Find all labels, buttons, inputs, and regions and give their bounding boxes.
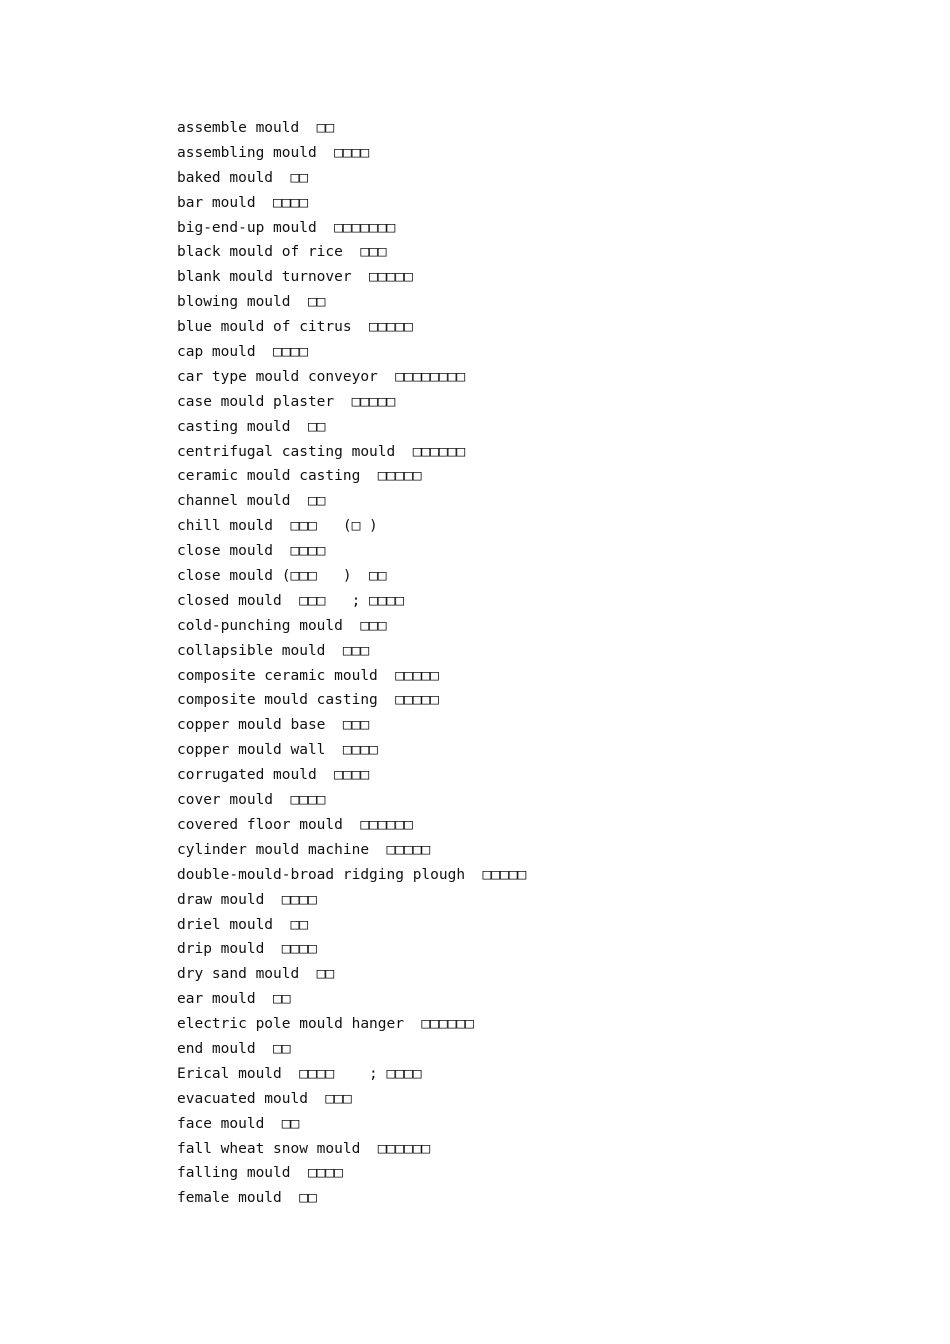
glossary-entry: draw mould □□□□ [177, 891, 317, 908]
glossary-entry: close mould (□□□ ) □□ [177, 568, 387, 585]
glossary-entry: closed mould □□□ ; □□□□ [177, 592, 404, 609]
glossary-entry: covered floor mould □□□□□□ [177, 816, 413, 833]
glossary-entry: cover mould □□□□ [177, 792, 326, 809]
glossary-entry: chill mould □□□ (□ ) [177, 518, 378, 535]
glossary-entry: corrugated mould □□□□ [177, 767, 370, 784]
glossary-entry: ear mould □□ [177, 991, 291, 1008]
glossary-entry: ceramic mould casting □□□□□ [177, 468, 422, 485]
glossary-entry: assembling mould □□□□ [177, 144, 370, 161]
glossary-entry: assemble mould □□ [177, 120, 335, 136]
glossary-entry: baked mould □□ [177, 169, 308, 186]
glossary-entry: fall wheat snow mould □□□□□□ [177, 1140, 431, 1157]
glossary-entry: composite mould casting □□□□□ [177, 692, 439, 709]
glossary-entry: collapsible mould □□□ [177, 642, 370, 659]
glossary-entry: copper mould base □□□ [177, 717, 370, 734]
glossary-entry: falling mould □□□□ [177, 1165, 343, 1182]
glossary-entry: case mould plaster □□□□□ [177, 393, 396, 410]
glossary-entry: Erical mould □□□□ ; □□□□ [177, 1065, 422, 1082]
glossary-entry: composite ceramic mould □□□□□ [177, 667, 439, 684]
glossary-list [177, 116, 526, 1211]
glossary-entry: double-mould-broad ridging plough □□□□□ [177, 866, 527, 883]
glossary-entry: blank mould turnover □□□□□ [177, 269, 413, 286]
glossary-entry: cylinder mould machine □□□□□ [177, 841, 431, 858]
glossary-entry: casting mould □□ [177, 418, 326, 435]
glossary-entry: drip mould □□□□ [177, 941, 317, 958]
glossary-entry: face mould □□ [177, 1115, 300, 1132]
glossary-entry: car type mould conveyor □□□□□□□□ [177, 368, 466, 385]
glossary-entry: electric pole mould hanger □□□□□□ [177, 1016, 474, 1033]
glossary-entry: black mould of rice □□□ [177, 244, 387, 261]
glossary-entry: big-end-up mould □□□□□□□ [177, 219, 396, 236]
glossary-entry: bar mould □□□□ [177, 194, 308, 211]
glossary-entry: cold-punching mould □□□ [177, 617, 387, 634]
glossary-entry: close mould □□□□ [177, 543, 326, 560]
glossary-entry: evacuated mould □□□ [177, 1090, 352, 1107]
glossary-entry: centrifugal casting mould □□□□□□ [177, 443, 466, 460]
glossary-entry: end mould □□ [177, 1040, 291, 1057]
glossary-entry: blowing mould □□ [177, 294, 326, 311]
glossary-entry: channel mould □□ [177, 493, 326, 510]
glossary-entry: cap mould □□□□ [177, 344, 308, 361]
glossary-entry: copper mould wall □□□□ [177, 742, 378, 759]
glossary-entry: driel mould □□ [177, 916, 308, 933]
glossary-entry: dry sand mould □□ [177, 966, 335, 983]
glossary-entry: female mould □□ [177, 1190, 317, 1207]
glossary-entry: blue mould of citrus □□□□□ [177, 319, 413, 336]
